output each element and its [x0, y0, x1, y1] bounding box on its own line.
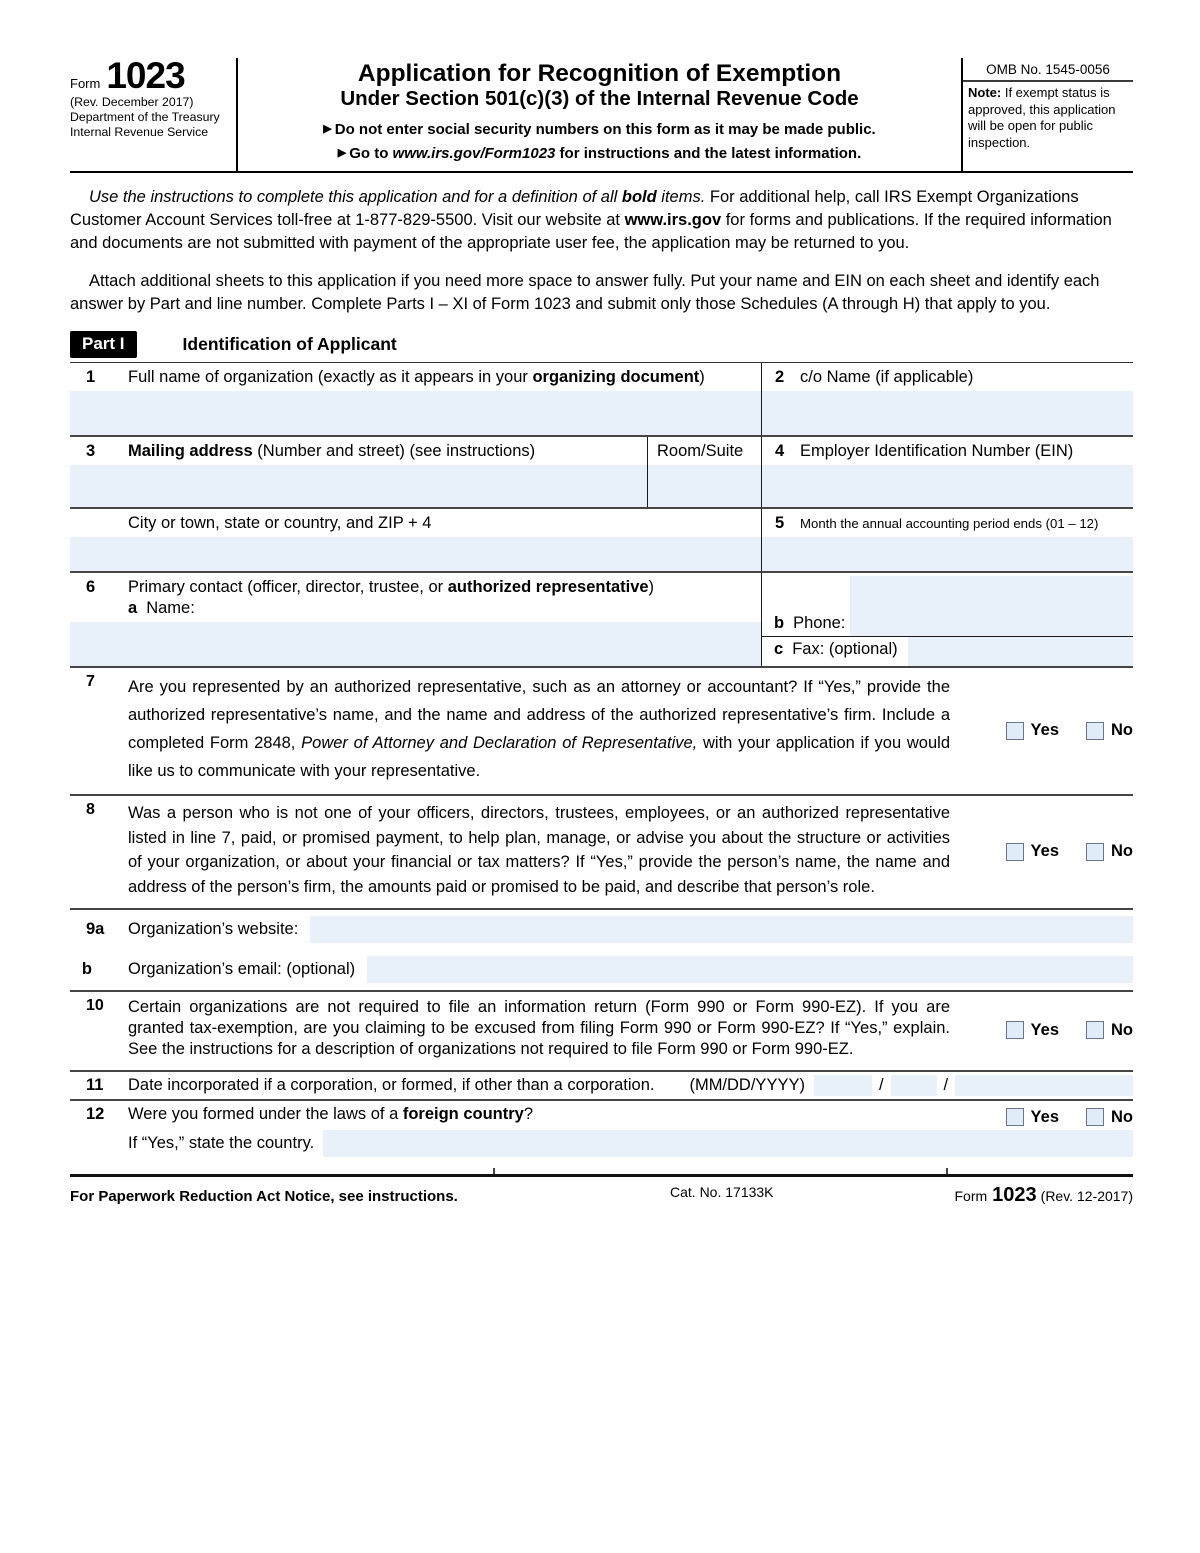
city-cell	[70, 509, 762, 571]
line7-number: 7	[86, 673, 95, 691]
arrow-icon: ▶	[323, 123, 332, 136]
form-title-block	[238, 58, 961, 171]
line6-label-post: )	[648, 578, 655, 597]
part1-tab: Part I	[70, 331, 137, 358]
accounting-period-input[interactable]	[762, 537, 1133, 571]
public-inspection-note	[963, 82, 1133, 154]
line12-country-row	[70, 1130, 1133, 1157]
yes-label: Yes	[1030, 721, 1059, 740]
date-slash: /	[943, 1075, 949, 1094]
line6b-text: Phone:	[793, 614, 846, 633]
note-label: Note:	[968, 85, 1002, 100]
line5-cell	[762, 509, 1133, 571]
line7-text-pre: Are you represented by an authorized representative, such as an attorney or accountant? If “Yes,” provide the authorized representative’s name, and the name and address of the authorized representative’s firm. Include a completed Form 2848,	[128, 678, 950, 753]
row-line10	[70, 992, 1133, 1072]
note-text: If exempt status is approved, this application will be open for public inspection.	[968, 85, 1116, 150]
line6b-label	[762, 614, 850, 636]
goto-instructions	[244, 142, 955, 166]
line9a-number: 9a	[86, 920, 105, 939]
ssn-warning	[244, 118, 955, 142]
line12-no-checkbox[interactable]	[1086, 1108, 1104, 1126]
line1-label	[128, 368, 711, 387]
form-number-block	[70, 55, 238, 171]
line5-number: 5	[775, 514, 785, 533]
line6-label	[128, 578, 660, 597]
line2-label: c/o Name (if applicable)	[800, 368, 974, 387]
line12-text-bold: foreign country	[402, 1104, 524, 1123]
line9a-row	[70, 916, 1133, 943]
paperwork-notice: For Paperwork Reduction Act Notice, see instructions.	[70, 1187, 458, 1205]
line12-country-prompt: If “Yes,” state the country.	[128, 1133, 315, 1152]
intro-paragraph-2: Attach additional sheets to this application if you need more space to answer fully. Put your name and EIN on each sheet and identify each answer by Part and line number. Complete Parts I – XI of Form 1023 and submit only those Schedules (A through H) that apply to you.	[70, 272, 1100, 314]
part1-heading: Identification of Applicant	[182, 334, 397, 355]
contact-name-input[interactable]	[70, 622, 761, 666]
yes-label: Yes	[1030, 1020, 1059, 1039]
line7-form2848-title: Power of Attorney and Declaration of Representative,	[301, 734, 698, 753]
row-line6	[70, 573, 1133, 668]
line4-number: 4	[775, 442, 785, 461]
line11-number: 11	[86, 1075, 104, 1094]
date-year-input[interactable]	[955, 1075, 1133, 1096]
yes-label: Yes	[1030, 1107, 1059, 1126]
line2-cell	[762, 363, 1133, 435]
border-tick	[493, 1168, 495, 1174]
line7-yes-no	[1006, 673, 1133, 785]
line9a-label: Organization’s website:	[128, 920, 299, 939]
line3-label	[128, 442, 541, 461]
line7-yes-checkbox[interactable]	[1006, 722, 1024, 740]
ssn-warning-text: Do not enter social security numbers on this form as it may be made public.	[334, 121, 876, 139]
row-city-line5	[70, 509, 1133, 573]
city-state-zip-input[interactable]	[70, 537, 761, 571]
form-number: 1023	[106, 55, 185, 96]
department-label: Department of the Treasury	[70, 109, 220, 124]
footer-revision: (Rev. 12-2017)	[1040, 1187, 1133, 1204]
no-label: No	[1111, 1107, 1133, 1126]
border-tick	[946, 1168, 948, 1174]
line8-yes-checkbox[interactable]	[1006, 843, 1024, 861]
part1-header	[70, 331, 1133, 362]
line10-question: Certain organizations are not required to file an information return (Form 990 or Form 990-EZ). If you are granted tax-exemption, are you claiming to be excused from filing Form 990 or Form 990-EZ? If “Yes,” explain. See the instructions for a description of organizations not required to file Form 990 or Form 990-EZ.	[128, 998, 950, 1059]
line11-label: Date incorporated if a corporation, or formed, if other than a corporation.	[128, 1075, 655, 1094]
line9b-row	[70, 956, 1133, 983]
intro-normal-2: for forms and publications. If the required information and documents are not submitted with payment of the appropriate user fee, the application may be returned to you.	[70, 211, 1112, 253]
line1-label-pre: Full name of organization (exactly as it appears in your	[128, 368, 533, 387]
row-line11	[70, 1072, 1133, 1101]
intro-italic-1: Use the instructions to complete this application and for a definition of all	[89, 188, 622, 207]
line8-number: 8	[86, 801, 95, 819]
line12-number: 12	[86, 1104, 105, 1123]
line6c-text: Fax: (optional)	[792, 640, 898, 659]
line7-text-post: with your application if you would like us to communicate with your representative.	[128, 734, 950, 781]
line4-cell	[762, 437, 1133, 507]
line2-number: 2	[775, 368, 785, 387]
general-instructions	[70, 186, 1133, 316]
line6a-text: Name:	[146, 599, 195, 618]
omb-number: OMB No. 1545-0056	[963, 58, 1133, 82]
irs-website: www.irs.gov	[624, 211, 722, 230]
mailing-address-input[interactable]	[70, 465, 647, 507]
line8-question: Was a person who is not one of your officers, directors, trustees, employees, or an authorized representative listed in line 7, paid, or promised payment, to help plan, manage, or advise you about the structure or activities of your organization, or about your financial or tax matters? If “Yes,” provide the person’s name, the name and address of the person’s firm, the amounts paid or promised to be paid, and describe that person’s role.	[128, 804, 950, 896]
intro-italic-2: items.	[656, 188, 706, 207]
footer-form-number: 1023	[992, 1183, 1037, 1206]
line1-cell	[70, 363, 762, 435]
city-label: City or town, state or country, and ZIP + 4	[128, 514, 432, 533]
line12-yes-checkbox[interactable]	[1006, 1108, 1024, 1126]
form-header	[70, 55, 1133, 173]
form-word-label: Form	[70, 76, 101, 91]
intro-normal-1: For additional help, call IRS Exempt Organizations Customer Account Services toll-free at 1-877-829-5500. Visit our website at	[70, 188, 1079, 230]
line9b-number: b	[81, 960, 92, 979]
line5-label: Month the annual accounting period ends (01 – 12)	[800, 516, 1099, 532]
goto-post: for instructions and the latest information.	[555, 145, 862, 163]
irs-label: Internal Revenue Service	[70, 124, 209, 139]
line6-cell	[70, 573, 762, 666]
revision-label: (Rev. December 2017)	[70, 95, 194, 109]
row-line9	[70, 910, 1133, 992]
room-suite-input[interactable]	[648, 465, 761, 507]
arrow-icon: ▶	[337, 147, 347, 160]
date-slash: /	[878, 1075, 884, 1094]
goto-pre: Go to	[349, 145, 393, 163]
phone-input[interactable]	[850, 576, 1133, 636]
form-title: Application for Recognition of Exemption	[357, 60, 842, 87]
row-line1-2	[70, 363, 1133, 437]
line6-label-pre: Primary contact (officer, director, trustee, or	[128, 578, 448, 597]
line6b-letter: b	[774, 614, 785, 633]
row-line3-4	[70, 437, 1133, 509]
yes-label: Yes	[1030, 842, 1059, 861]
line1-label-bold: organizing document	[532, 368, 700, 387]
line6-label-bold: authorized representative	[447, 578, 649, 597]
foreign-country-input[interactable]	[323, 1130, 1133, 1157]
line8-no-checkbox[interactable]	[1086, 843, 1104, 861]
line1-number: 1	[86, 368, 96, 387]
line6a-label	[70, 597, 761, 618]
date-month-input[interactable]	[814, 1075, 872, 1096]
co-name-input[interactable]	[762, 391, 1133, 435]
line3-number: 3	[86, 442, 96, 461]
row-line12	[70, 1101, 1133, 1177]
line7-question	[128, 673, 950, 785]
line3-label-rest: (Number and street) (see instructions)	[252, 442, 536, 461]
omb-block	[961, 58, 1133, 171]
catalog-number: Cat. No. 17133K	[670, 1183, 774, 1200]
website-input[interactable]	[310, 916, 1133, 943]
row-line8	[70, 796, 1133, 910]
footer-form-word: Form	[954, 1187, 988, 1204]
line6bc-cell	[762, 573, 1133, 666]
line10-yes-checkbox[interactable]	[1006, 1021, 1024, 1039]
irs-url: www.irs.gov/Form1023	[392, 145, 556, 163]
row-line7	[70, 668, 1133, 796]
fax-input[interactable]	[908, 637, 1133, 666]
line12-yes-no	[1006, 1105, 1133, 1127]
line10-number: 10	[86, 997, 104, 1015]
no-label: No	[1111, 842, 1133, 861]
line10-yes-no	[1006, 997, 1133, 1061]
footer-form-id	[954, 1184, 1133, 1207]
no-label: No	[1111, 721, 1133, 740]
email-input[interactable]	[367, 956, 1133, 983]
form-subtitle: Under Section 501(c)(3) of the Internal Revenue Code	[340, 87, 859, 111]
line6a-letter: a	[128, 599, 138, 618]
page-footer	[70, 1184, 1133, 1207]
line12-text-pre: Were you formed under the laws of a	[128, 1104, 403, 1123]
line3-label-bold: Mailing address	[128, 442, 253, 461]
line6-number: 6	[86, 578, 96, 597]
part1-table	[70, 362, 1133, 1177]
line1-label-post: )	[699, 368, 705, 387]
line6c-letter: c	[774, 640, 784, 659]
line6c-label	[762, 637, 908, 666]
ein-input[interactable]	[762, 465, 1133, 507]
line4-label: Employer Identification Number (EIN)	[800, 442, 1074, 461]
room-suite-label: Room/Suite	[657, 442, 744, 461]
line12-question	[128, 1105, 533, 1124]
date-format-label: (MM/DD/YYYY)	[689, 1075, 805, 1094]
line3-cell	[70, 437, 762, 507]
line8-yes-no	[1006, 801, 1133, 899]
org-name-input[interactable]	[70, 391, 761, 435]
line12-text-post: ?	[523, 1104, 534, 1123]
line10-no-checkbox[interactable]	[1086, 1021, 1104, 1039]
intro-bold-italic: bold	[621, 188, 657, 207]
line7-no-checkbox[interactable]	[1086, 722, 1104, 740]
date-day-input[interactable]	[891, 1075, 937, 1096]
line9b-label: Organization’s email: (optional)	[128, 960, 356, 979]
intro-paragraph-1	[70, 186, 1133, 255]
no-label: No	[1111, 1020, 1133, 1039]
